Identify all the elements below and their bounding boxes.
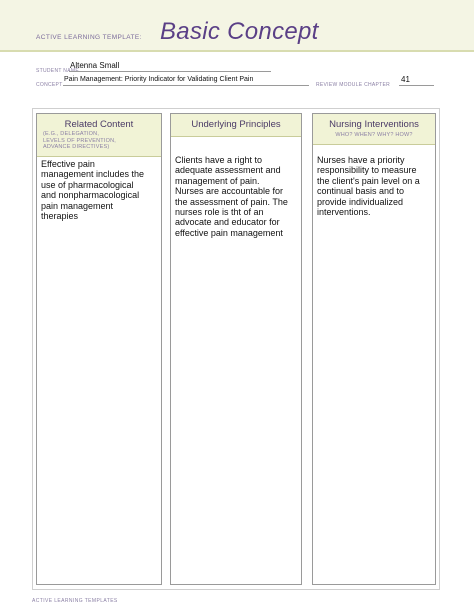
underlying-principles-text[interactable]: Clients have a right to adequate assessment and management of pain. Nurses are accountable for the assessment of pain. The nurses role is tht of an advocate and educator for effective pain management xyxy=(175,155,288,238)
nursing-interventions-column xyxy=(312,113,436,585)
nursing-interventions-header xyxy=(313,114,435,145)
related-content-text[interactable]: Effective pain management includes the use of pharmacological and nonpharmacological pain management therapies xyxy=(41,159,145,222)
concept-field[interactable]: Pain Management: Priority Indicator for Validating Client Pain xyxy=(64,76,254,83)
template-label: ACTIVE LEARNING TEMPLATE: xyxy=(36,34,142,41)
review-module-underline xyxy=(399,85,434,86)
concept-underline xyxy=(63,85,309,86)
nursing-interventions-text[interactable]: Nurses have a priority responsibility to measure the client's pain level on a continual basis and to provide individualized interventions. xyxy=(317,155,420,218)
underlying-principles-title: Underlying Principles xyxy=(191,119,281,130)
related-content-column xyxy=(36,113,162,585)
related-content-header xyxy=(37,114,161,157)
student-name-field[interactable]: Altenna Small xyxy=(70,61,120,70)
footer-label: ACTIVE LEARNING TEMPLATES xyxy=(32,598,118,604)
page-title: Basic Concept xyxy=(160,18,319,45)
review-module-label: REVIEW MODULE CHAPTER xyxy=(316,82,391,88)
related-content-title: Related Content xyxy=(64,119,134,130)
student-name-label: STUDENT NAME xyxy=(36,68,79,74)
review-module-field[interactable]: 41 xyxy=(401,75,410,84)
underlying-principles-column xyxy=(170,113,302,585)
header-bar xyxy=(0,0,474,52)
nursing-interventions-title: Nursing Interventions xyxy=(329,119,419,130)
student-name-underline xyxy=(69,71,271,72)
underlying-principles-header xyxy=(171,114,301,137)
concept-label: CONCEPT xyxy=(36,82,63,88)
related-content-subtitle: (E.G., DELEGATION, LEVELS OF PREVENTION, ADVANCE DIRECTIVES) xyxy=(43,131,116,150)
nursing-interventions-subtitle: WHO? WHEN? WHY? HOW? xyxy=(335,132,413,138)
